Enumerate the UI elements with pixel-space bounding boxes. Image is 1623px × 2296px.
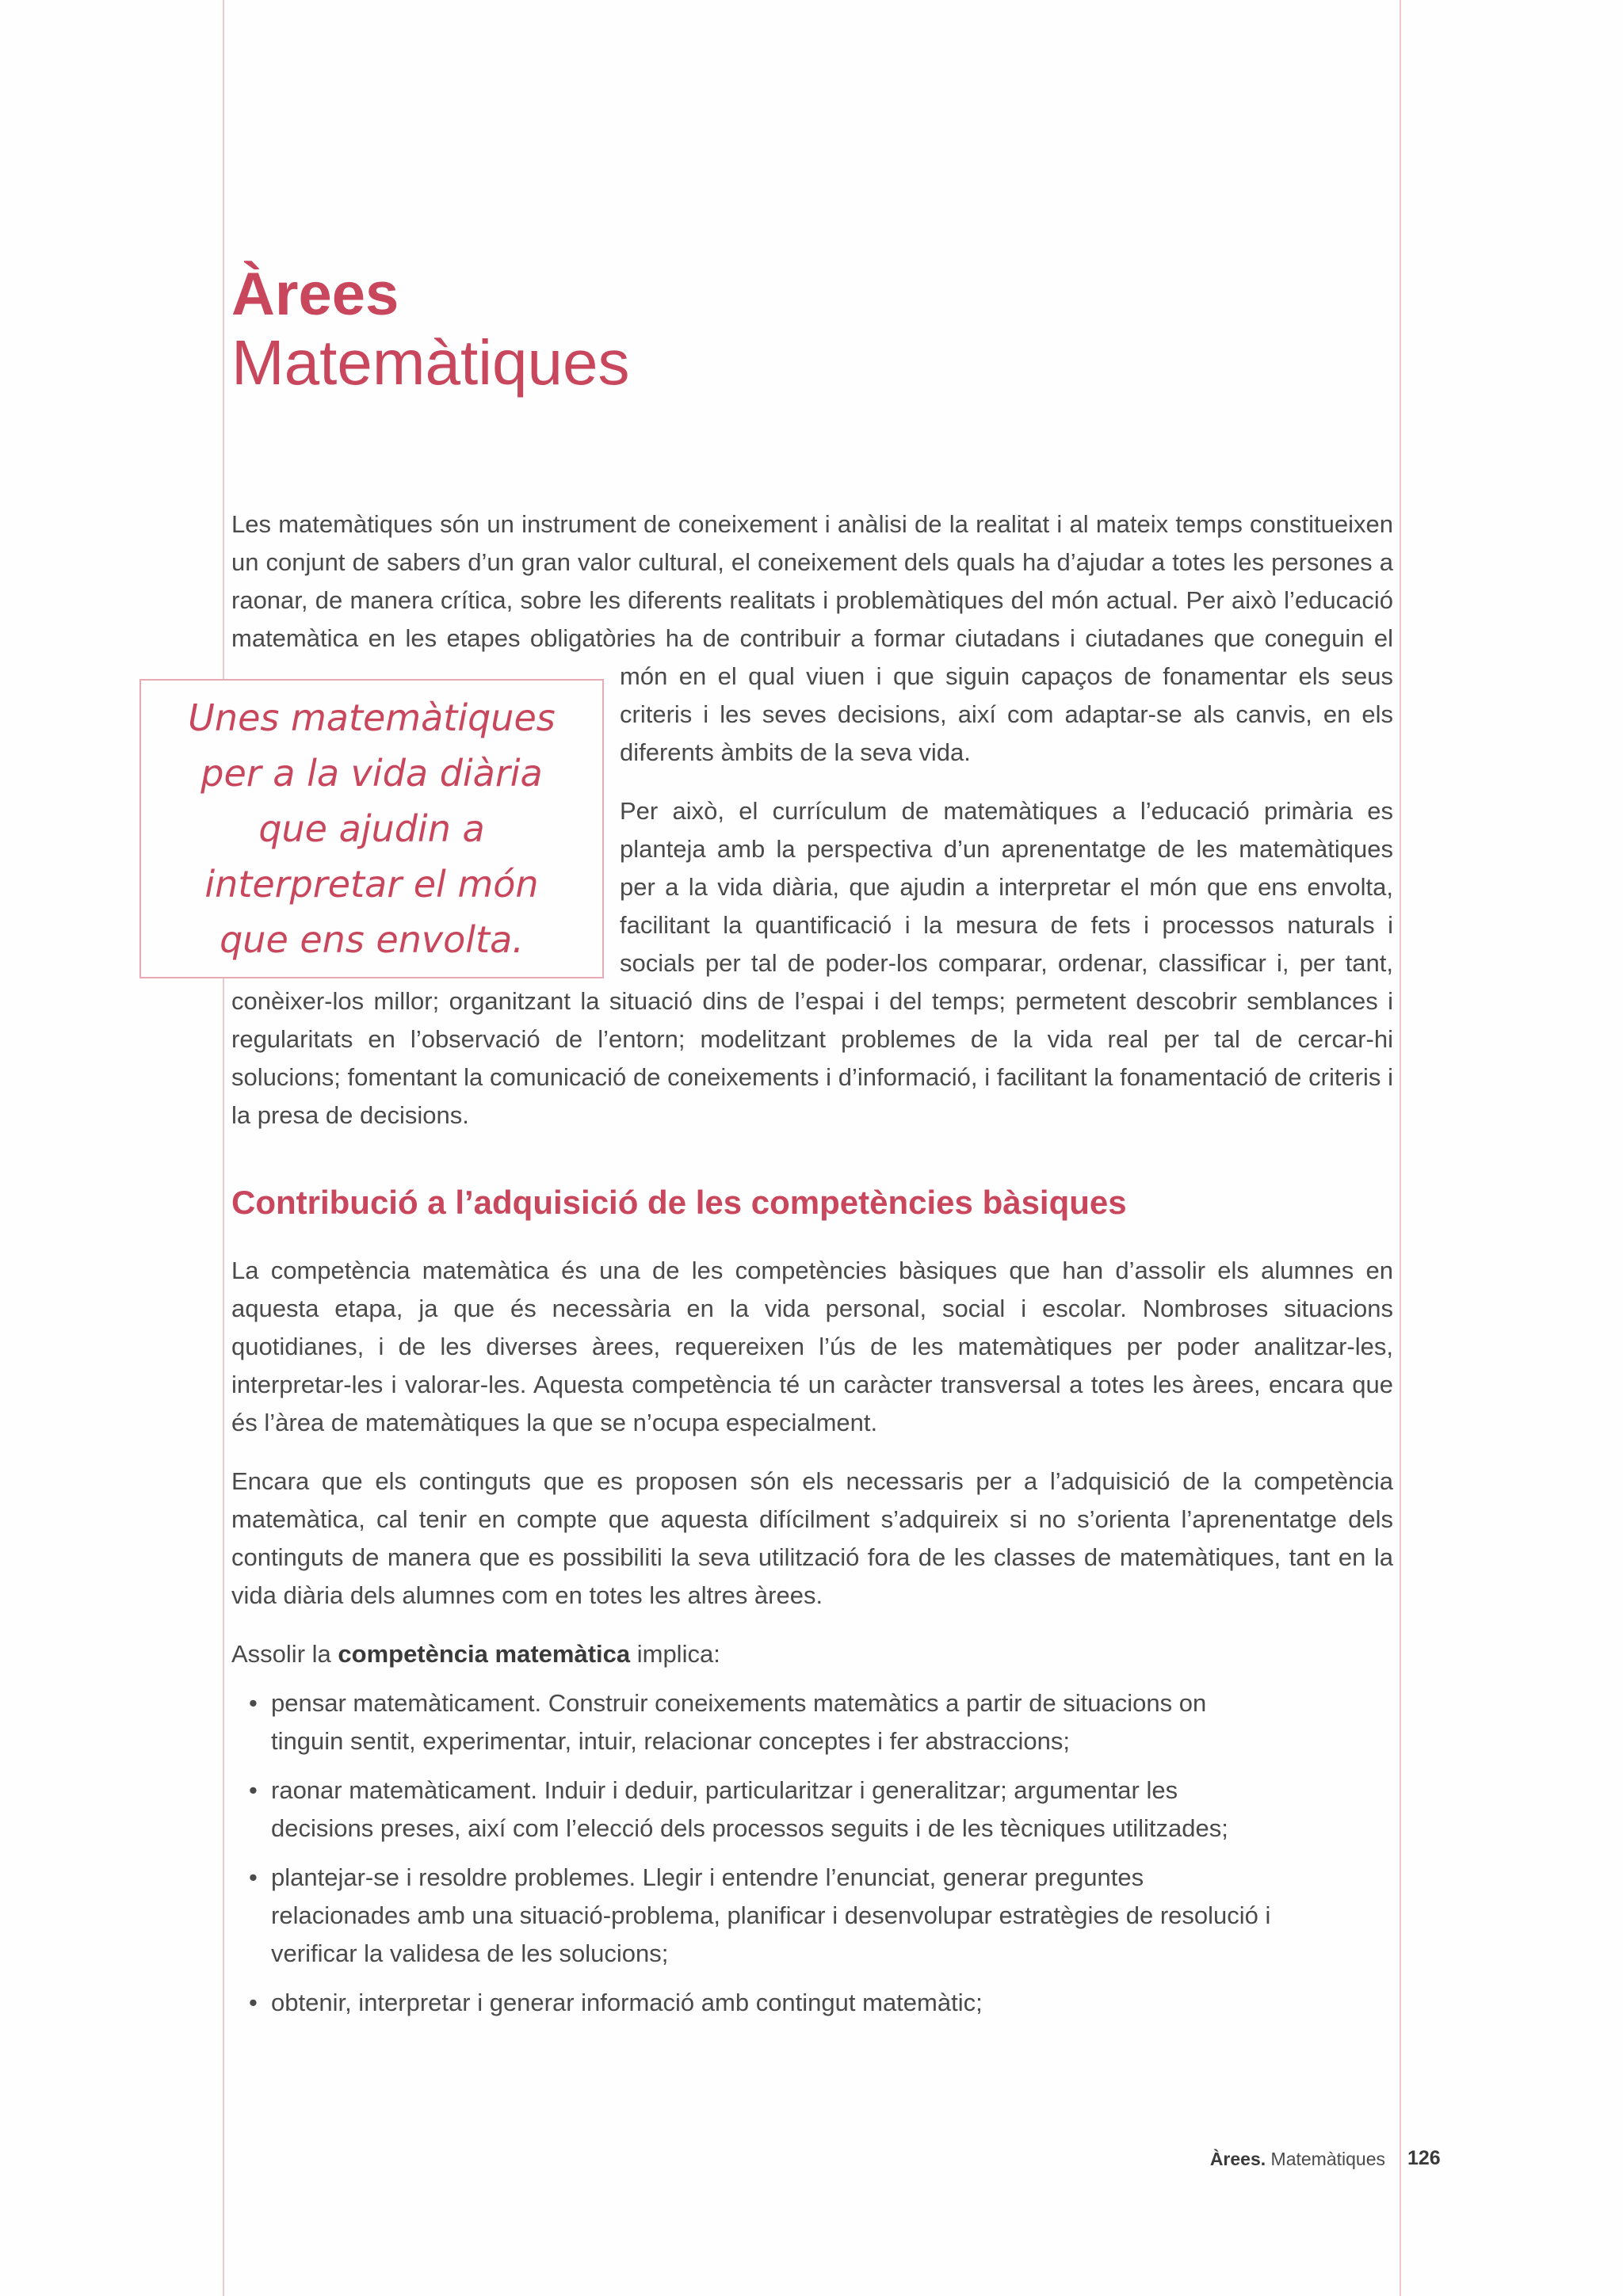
footer-section-label [1210, 2149, 1385, 2170]
list-item: • plantejar-se i resoldre problemes. Llegir i entendre l’enunciat, generar preguntes relacionades amb una situació-problema, planificar i desenvolupar estratègies de resolució i verificar la validesa de les solucions; [231, 1859, 1285, 1973]
intro-paragraph-2: Per això, el currículum de matemàtiques a l’educació primària es planteja amb la perspectiva d’un aprenentatge de les matemàtiques per a la vida diària, que ajudin a interpretar el món que ens envolta, facilitant la quantificació i la mesura de fets i processos naturals i socials per tal de poder-los comparar, ordenar, classificar i, per tant, conèixer-los millor; organitzant la situació dins de l’espai i del temps; permetent descobrir semblances i regularitats en l’observació de l’entorn; modelitzant problemes de la vida real per tal de cercar-hi solucions; fomentant la comunicació de coneixements i d’informació, i facilitant la fonamentació de criteris i la presa de decisions. [231, 797, 1393, 1129]
list-item: • obtenir, interpretar i generar informació amb contingut matemàtic; [231, 1984, 1285, 2022]
list-item: • pensar matemàticament. Construir coneixements matemàtics a partir de situacions on tinguin sentit, experimentar, intuir, relacionar conceptes i fer abstraccions; [231, 1684, 1285, 1760]
lead-bold: competència matemàtica [338, 1640, 631, 1668]
section-heading: Contribució a l’adquisició de les competències bàsiques [231, 1184, 1127, 1221]
lead-suffix: implica: [636, 1640, 720, 1668]
page-title [231, 261, 629, 398]
left-margin-rule [223, 0, 224, 2296]
section-paragraph-1: La competència matemàtica és una de les competències bàsiques que han d’assolir els alumnes en aquesta etapa, ja que és necessària en la vida personal, social i escolar. Nombroses situacions quotidianes, i de les diverses àrees, requereixen l’ús de les matemàtiques per poder analitzar-les, interpretar-les i valorar-les. Aquesta competència té un caràcter transversal a totes les àrees, encara que és l’àrea de matemàtiques la que se n’ocupa especialment. [231, 1257, 1393, 1436]
page-footer [1189, 2144, 1601, 2183]
section-lead [231, 1635, 1393, 1673]
footer-section-bold: Àrees. [1209, 2149, 1266, 2169]
footer-section-name: Matemàtiques [1270, 2149, 1385, 2169]
title-line-1: Àrees [231, 261, 399, 328]
title-line-2: Matemàtiques [231, 326, 630, 398]
lead-prefix: Assolir la [231, 1640, 331, 1668]
list-item: • raonar matemàticament. Induir i deduir, particularitzar i generalitzar; argumentar les decisions preses, així com l’elecció dels processos seguits i de les tècniques utilitzades; [231, 1772, 1285, 1848]
page-number: 126 [1407, 2147, 1441, 2169]
pull-quote-text: Unes matemàtiques per a la vida diària que ajudin a interpretar el món que ens envolta. [188, 696, 556, 961]
intro-paragraph-1-text: Les matemàtiques són un instrument de coneixement i anàlisi de la realitat i al mateix temps constitueixen un conjunt de sabers d’un gran valor cultural, el coneixement dels quals ha d’ajudar a totes les persones a raonar, de manera crítica, sobre les diferents realitats i problemàtiques del món actual. Per això l’educació matemàtica en les etapes obligatòries ha de contribuir a formar ciutadans i ciutadanes que coneguin el món en el qual viuen i que siguin capaços de fonamentar els seus criteris i les seves decisions, així com adaptar-se als canvis, en els diferents àmbits de la seva vida. [231, 510, 1393, 766]
pull-quote-box [139, 679, 604, 978]
competency-list [231, 1684, 1285, 2022]
right-margin-rule [1400, 0, 1401, 2296]
section-paragraph-2: Encara que els continguts que es proposen són els necessaris per a l’adquisició de la competència matemàtica, cal tenir en compte que aquesta difícilment s’adquireix si no s’orienta l’aprenentatge dels continguts de manera que es possibiliti la seva utilització fora de les classes de matemàtiques, tant en la vida diària dels alumnes com en totes les altres àrees. [231, 1467, 1393, 1609]
competencies-section [231, 1252, 1393, 2033]
